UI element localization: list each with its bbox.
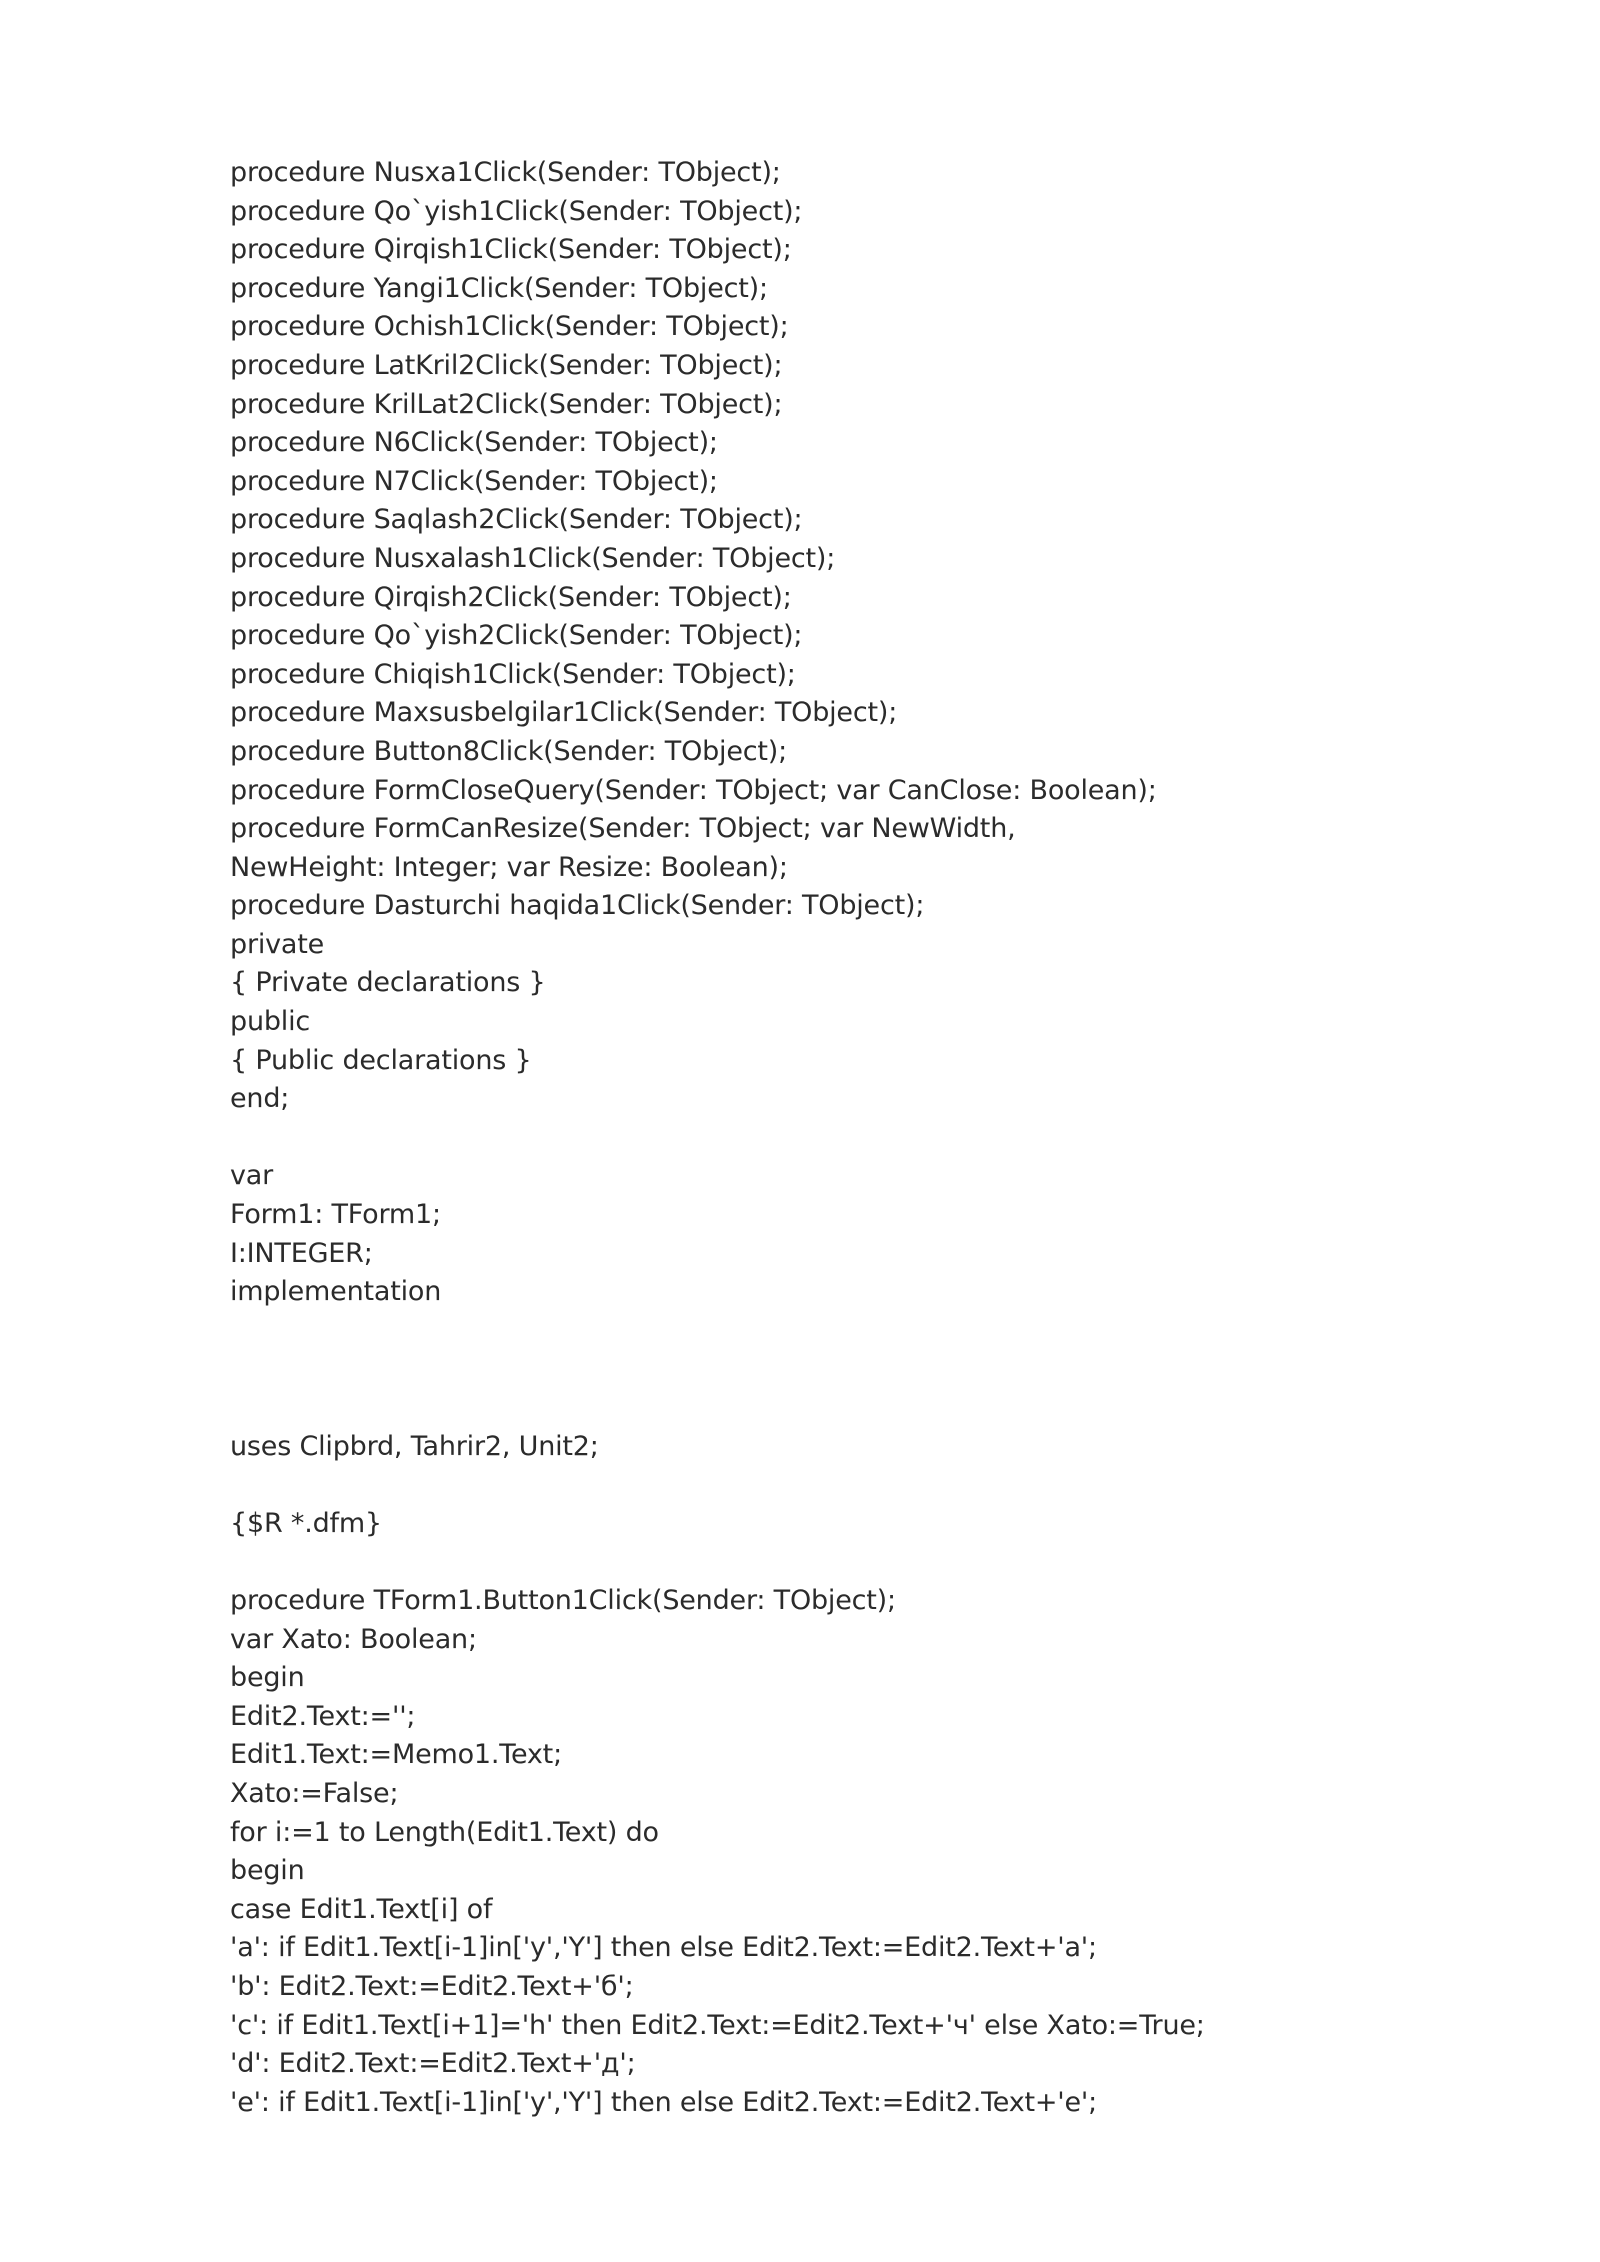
- code-line: procedure LatKril2Click(Sender: TObject);: [230, 349, 783, 381]
- code-line: procedure Qo`yish1Click(Sender: TObject);: [230, 195, 803, 227]
- code-line: public: [230, 1006, 311, 1038]
- code-line: 'e': if Edit1.Text[i-1]in['y','Y'] then else Edit2.Text:=Edit2.Text+'e';: [230, 2086, 1098, 2118]
- code-line: Edit1.Text:=Memo1.Text;: [230, 1739, 562, 1771]
- code-listing: [230, 154, 1510, 2122]
- code-line: procedure Qo`yish2Click(Sender: TObject);: [230, 620, 803, 652]
- code-line: procedure N7Click(Sender: TObject);: [230, 465, 718, 497]
- code-line: procedure Yangi1Click(Sender: TObject);: [230, 272, 768, 304]
- code-line: procedure FormCanResize(Sender: TObject; var NewWidth,: [230, 813, 1016, 845]
- code-line: NewHeight: Integer; var Resize: Boolean);: [230, 851, 788, 883]
- code-line: [230, 1119, 1510, 1158]
- code-line: procedure Qirqish2Click(Sender: TObject);: [230, 581, 792, 613]
- code-line: procedure Saqlash2Click(Sender: TObject);: [230, 504, 803, 536]
- code-line: 'a': if Edit1.Text[i-1]in['y','Y'] then else Edit2.Text:=Edit2.Text+'a';: [230, 1932, 1097, 1964]
- code-line: [230, 1543, 1510, 1582]
- code-line: 'c': if Edit1.Text[i+1]='h' then Edit2.Text:=Edit2.Text+'ч' else Xato:=True;: [230, 2009, 1205, 2041]
- code-line: procedure Qirqish1Click(Sender: TObject);: [230, 234, 792, 266]
- code-line: procedure Dasturchi haqida1Click(Sender: TObject);: [230, 890, 925, 922]
- code-line: Edit2.Text:='';: [230, 1700, 416, 1732]
- code-line: procedure TForm1.Button1Click(Sender: TObject);: [230, 1584, 896, 1616]
- code-line: begin: [230, 1662, 305, 1694]
- code-line: [230, 1466, 1510, 1505]
- code-line: end;: [230, 1083, 290, 1115]
- code-line: var: [230, 1160, 274, 1192]
- code-line: {$R *.dfm}: [230, 1507, 382, 1539]
- code-line: procedure FormCloseQuery(Sender: TObject; var CanClose: Boolean);: [230, 774, 1157, 806]
- code-line: procedure Ochish1Click(Sender: TObject);: [230, 311, 789, 343]
- code-line: [230, 1312, 1510, 1351]
- code-line: procedure N6Click(Sender: TObject);: [230, 427, 718, 459]
- code-line: 'd': Edit2.Text:=Edit2.Text+'д';: [230, 2048, 636, 2080]
- code-line: Xato:=False;: [230, 1777, 399, 1809]
- code-line: { Public declarations }: [230, 1044, 532, 1076]
- code-line: { Private declarations }: [230, 967, 546, 999]
- code-line: implementation: [230, 1276, 442, 1308]
- code-line: procedure Nusxalash1Click(Sender: TObject);: [230, 542, 836, 574]
- code-line: procedure Maxsusbelgilar1Click(Sender: TObject);: [230, 697, 898, 729]
- code-line: procedure Nusxa1Click(Sender: TObject);: [230, 157, 781, 188]
- code-line: 'b': Edit2.Text:=Edit2.Text+'б';: [230, 1970, 634, 2002]
- code-line: I:INTEGER;: [230, 1237, 373, 1269]
- code-line: Form1: TForm1;: [230, 1199, 441, 1231]
- code-line: procedure Button8Click(Sender: TObject);: [230, 735, 788, 767]
- code-line: for i:=1 to Length(Edit1.Text) do: [230, 1816, 659, 1848]
- code-line: private: [230, 928, 325, 960]
- code-line: procedure KrilLat2Click(Sender: TObject);: [230, 388, 783, 420]
- code-line: begin: [230, 1855, 305, 1887]
- code-line: uses Clipbrd, Tahrir2, Unit2;: [230, 1430, 599, 1462]
- code-line: case Edit1.Text[i] of: [230, 1893, 493, 1925]
- code-line: procedure Chiqish1Click(Sender: TObject);: [230, 658, 796, 690]
- code-line: [230, 1389, 1510, 1428]
- code-line: [230, 1350, 1510, 1389]
- code-line: var Xato: Boolean;: [230, 1623, 477, 1655]
